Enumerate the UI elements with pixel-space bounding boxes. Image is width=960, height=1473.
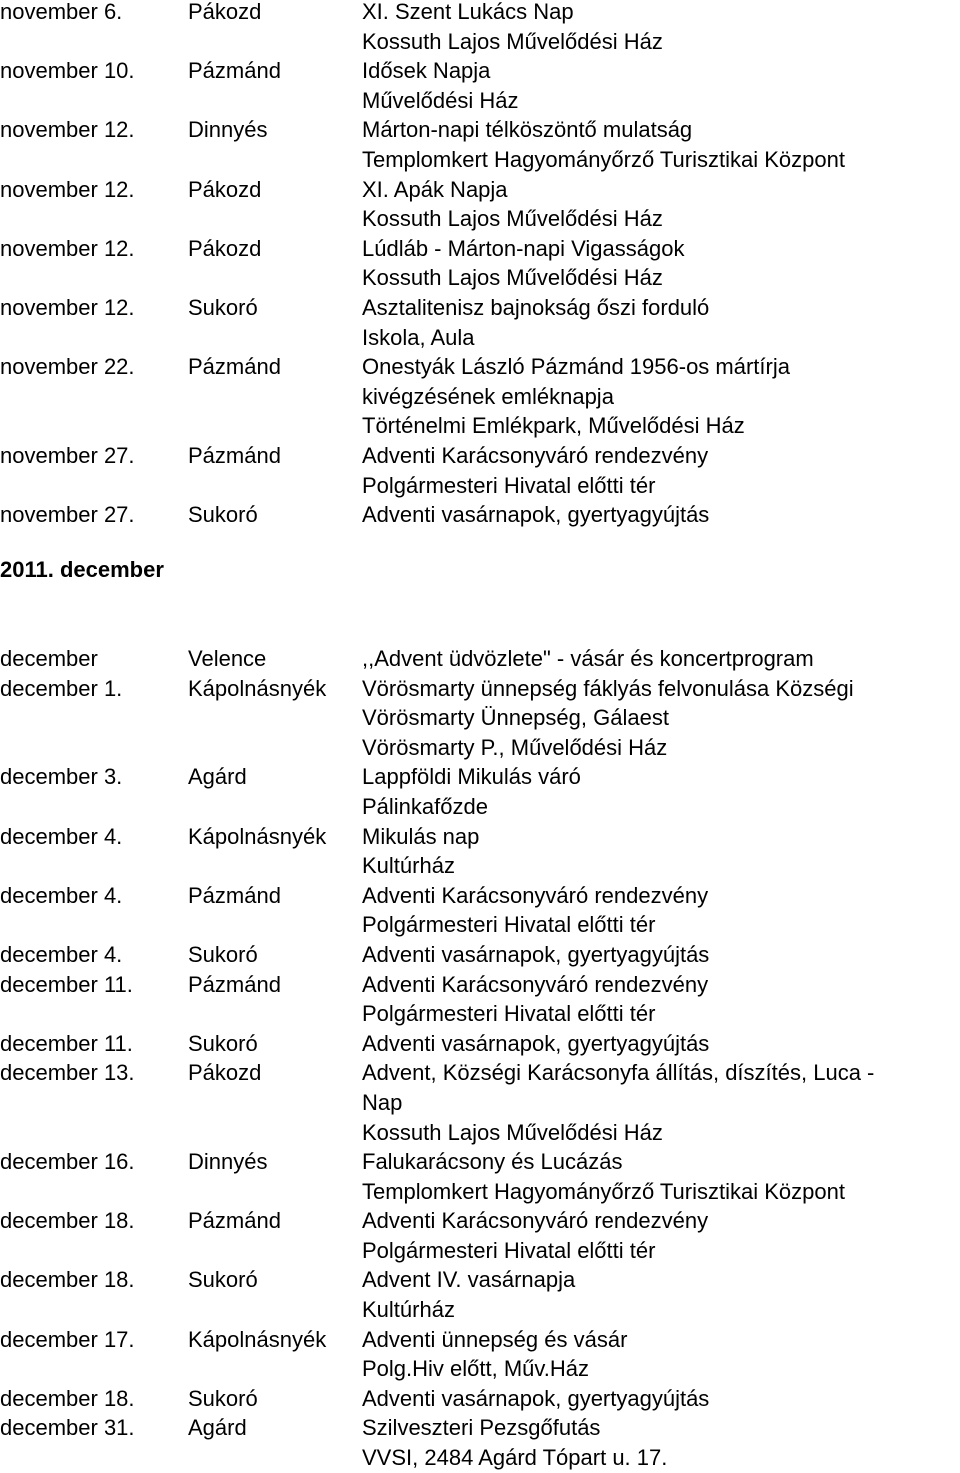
event-place: Pákozd	[188, 1060, 262, 1086]
event-details	[362, 0, 663, 56]
event-date: november 10.	[0, 58, 135, 84]
event-details	[362, 1413, 667, 1472]
event-title: Mikulás nap	[362, 823, 480, 849]
event-detail-line: Művelődési Ház	[362, 87, 519, 113]
event-row	[0, 762, 874, 821]
event-detail-line: Történelmi Emlékpark, Művelődési Ház	[362, 413, 745, 439]
event-details	[362, 234, 684, 293]
event-row	[0, 1058, 874, 1147]
event-date: december 17.	[0, 1326, 135, 1352]
event-title: Idősek Napja	[362, 58, 491, 84]
event-title: Falukarácsony és Lucázás	[362, 1149, 623, 1175]
event-details	[362, 115, 845, 174]
event-details	[362, 644, 814, 674]
event-details	[362, 293, 709, 352]
event-details	[362, 970, 708, 1029]
event-place: Sukoró	[188, 941, 258, 967]
event-details	[362, 881, 708, 940]
event-details	[362, 940, 709, 970]
event-details	[362, 1325, 627, 1384]
event-place: Pázmánd	[188, 971, 281, 997]
event-date: november 12.	[0, 176, 135, 202]
event-title: Adventi Karácsonyváró rendezvény	[362, 882, 709, 908]
event-place: Agárd	[188, 764, 247, 790]
event-detail-line: Vörösmarty P., Művelődési Ház	[362, 734, 668, 760]
event-place: Sukoró	[188, 294, 258, 320]
event-detail-line: Kultúrház	[362, 1297, 455, 1323]
event-date: december 4.	[0, 823, 123, 849]
event-place: Sukoró	[188, 1030, 258, 1056]
event-detail-line: Polgármesteri Hivatal előtti tér	[362, 1001, 656, 1027]
event-details	[362, 56, 519, 115]
event-detail-line: Templomkert Hagyományőrző Turisztikai Központ	[362, 146, 845, 172]
event-details	[362, 762, 581, 821]
event-title: Vörösmarty ünnepség fáklyás felvonulása Községi	[362, 675, 854, 701]
december-event-list	[0, 644, 874, 1473]
event-details	[362, 352, 790, 441]
event-row	[0, 352, 845, 441]
event-date: december	[0, 646, 98, 671]
event-place: Pákozd	[188, 235, 262, 261]
event-place: Sukoró	[188, 502, 258, 528]
event-detail-line: Polgármesteri Hivatal előtti tér	[362, 912, 656, 938]
event-title: XI. Apák Napja	[362, 176, 508, 202]
event-detail-line: Kossuth Lajos Művelődési Ház	[362, 1119, 663, 1145]
event-date: november 12.	[0, 235, 135, 261]
event-title: XI. Szent Lukács Nap	[362, 0, 574, 24]
event-date: december 13.	[0, 1060, 135, 1086]
event-place: Kápolnásnyék	[188, 675, 327, 701]
event-details	[362, 441, 708, 500]
event-date: november 12.	[0, 294, 135, 320]
november-event-list	[0, 0, 845, 530]
event-details	[362, 1206, 708, 1265]
event-row	[0, 175, 845, 234]
event-date: december 11.	[0, 1030, 133, 1056]
event-place: Sukoró	[188, 1267, 258, 1293]
event-title: Advent IV. vasárnapja	[362, 1267, 576, 1293]
event-date: december 16.	[0, 1149, 135, 1175]
event-row	[0, 1029, 874, 1059]
event-place: Sukoró	[188, 1385, 258, 1411]
event-place: Dinnyés	[188, 117, 268, 143]
event-row	[0, 234, 845, 293]
event-row	[0, 674, 874, 763]
event-place: Pázmánd	[188, 1208, 281, 1234]
event-date: december 1.	[0, 675, 123, 701]
event-place: Velence	[188, 646, 267, 671]
event-detail-line: Polgármesteri Hivatal előtti tér	[362, 472, 656, 498]
event-title: Adventi Karácsonyváró rendezvény	[362, 1208, 709, 1234]
event-place: Pázmánd	[188, 58, 281, 84]
event-place: Pázmánd	[188, 882, 281, 908]
event-place: Pákozd	[188, 0, 262, 24]
event-detail-line: Nap	[362, 1089, 403, 1115]
event-row	[0, 1325, 874, 1384]
event-place: Pázmánd	[188, 442, 281, 468]
event-row	[0, 441, 845, 500]
event-details	[362, 1029, 709, 1059]
event-place: Dinnyés	[188, 1149, 268, 1175]
event-row	[0, 500, 845, 530]
event-place: Kápolnásnyék	[188, 1326, 327, 1352]
event-title: Adventi ünnepség és vásár	[362, 1326, 628, 1352]
event-row	[0, 1384, 874, 1414]
event-date: december 18.	[0, 1385, 135, 1411]
event-detail-line: Templomkert Hagyományőrző Turisztikai Központ	[362, 1178, 845, 1204]
event-place: Pázmánd	[188, 354, 281, 380]
event-row	[0, 293, 845, 352]
event-detail-line: Polg.Hiv előtt, Műv.Ház	[362, 1356, 590, 1382]
event-detail-line: Polgármesteri Hivatal előtti tér	[362, 1237, 656, 1263]
event-title: Adventi Karácsonyváró rendezvény	[362, 971, 709, 997]
event-details	[362, 1384, 709, 1414]
event-title: Lappföldi Mikulás váró	[362, 764, 581, 790]
event-date: december 18.	[0, 1208, 135, 1234]
event-details	[362, 500, 709, 530]
event-title: Adventi vasárnapok, gyertyagyújtás	[362, 1385, 710, 1411]
event-title: ,,Advent üdvözlete" - vásár és koncertprogram	[362, 646, 814, 671]
event-details	[362, 674, 854, 763]
event-date: december 3.	[0, 764, 123, 790]
event-detail-line: VVSI, 2484 Agárd Tópart u. 17.	[362, 1445, 668, 1471]
event-detail-line: Vörösmarty Ünnepség, Gálaest	[362, 705, 669, 731]
event-row	[0, 822, 874, 881]
event-title: Adventi vasárnapok, gyertyagyújtás	[362, 941, 710, 967]
event-row	[0, 0, 845, 56]
event-title: Adventi vasárnapok, gyertyagyújtás	[362, 1030, 710, 1056]
event-details	[362, 1147, 845, 1206]
event-details	[362, 175, 663, 234]
event-title: Advent, Községi Karácsonyfa állítás, díszítés, Luca -	[362, 1060, 875, 1086]
event-detail-line: Kultúrház	[362, 853, 455, 879]
event-date: november 6.	[0, 0, 123, 24]
event-title: Asztalitenisz bajnokság őszi forduló	[362, 294, 710, 320]
event-row	[0, 1206, 874, 1265]
event-date: november 27.	[0, 442, 135, 468]
event-title: Szilveszteri Pezsgőfutás	[362, 1415, 601, 1441]
event-row	[0, 1147, 874, 1206]
event-place: Agárd	[188, 1415, 247, 1441]
event-row	[0, 881, 874, 940]
event-date: november 12.	[0, 117, 135, 143]
event-details	[362, 1265, 575, 1324]
event-row	[0, 970, 874, 1029]
event-place: Kápolnásnyék	[188, 823, 327, 849]
event-title: Adventi Karácsonyváró rendezvény	[362, 442, 709, 468]
event-date: november 22.	[0, 354, 135, 380]
event-row	[0, 644, 874, 674]
event-date: december 4.	[0, 882, 123, 908]
event-date: december 18.	[0, 1267, 135, 1293]
event-title: Onestyák László Pázmánd 1956-os mártírja	[362, 354, 790, 380]
event-detail-line: Kossuth Lajos Művelődési Ház	[362, 28, 663, 54]
event-place: Pákozd	[188, 176, 262, 202]
event-date: december 4.	[0, 941, 123, 967]
event-date: december 11.	[0, 971, 133, 997]
december-heading: 2011. december	[0, 557, 164, 582]
event-details	[362, 1058, 874, 1147]
event-detail-line: Pálinkafőzde	[362, 793, 488, 819]
event-title: Lúdláb - Márton-napi Vigasságok	[362, 235, 685, 261]
event-title: Adventi vasárnapok, gyertyagyújtás	[362, 502, 710, 528]
event-row	[0, 1413, 874, 1472]
event-title: Márton-napi télköszöntő mulatság	[362, 117, 693, 143]
event-detail-line: Kossuth Lajos Művelődési Ház	[362, 206, 663, 232]
event-row	[0, 940, 874, 970]
event-row	[0, 1265, 874, 1324]
event-date: november 27.	[0, 502, 135, 528]
event-detail-line: Iskola, Aula	[362, 324, 475, 350]
event-date: december 31.	[0, 1415, 135, 1441]
event-row	[0, 115, 845, 174]
event-row	[0, 56, 845, 115]
event-detail-line: Kossuth Lajos Művelődési Ház	[362, 265, 663, 291]
event-detail-line: kivégzésének emléknapja	[362, 383, 614, 409]
event-details	[362, 822, 479, 881]
